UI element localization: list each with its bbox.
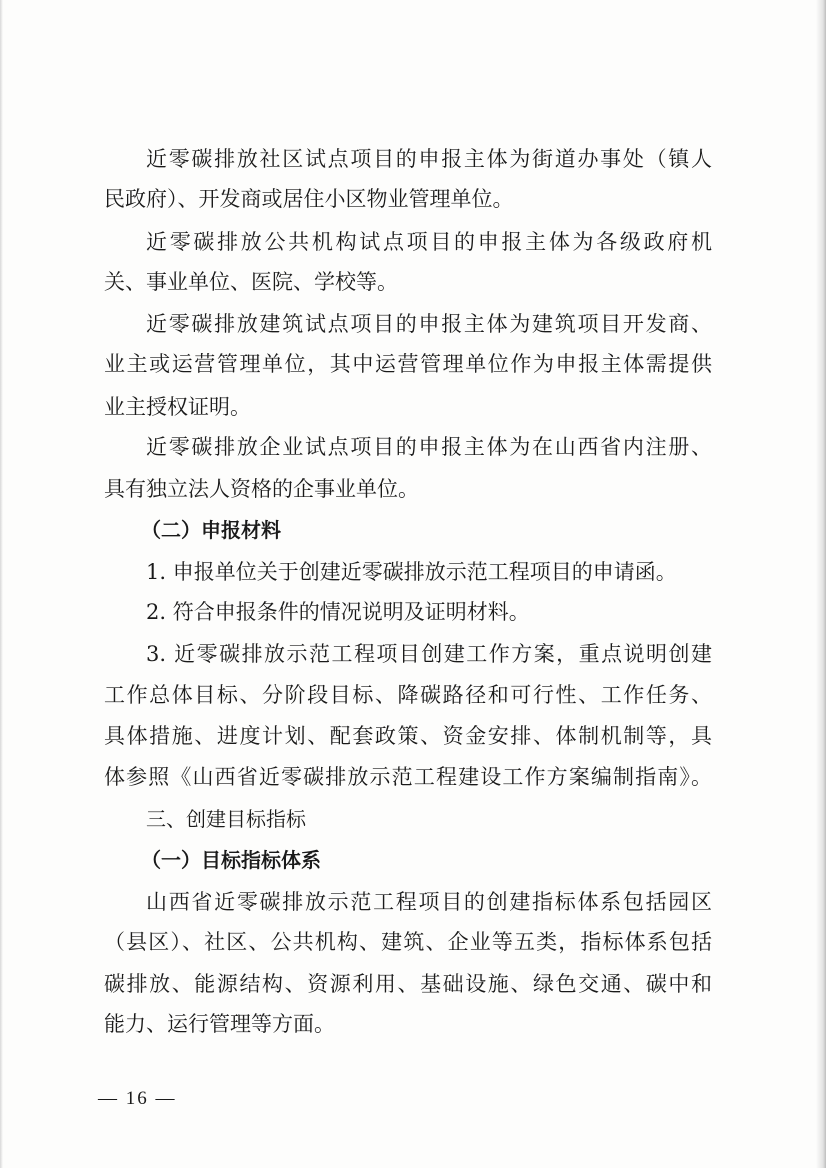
paragraph-line: 具有独立法人资格的企事业单位。 (104, 477, 419, 501)
page-number: — 16 — (98, 1088, 177, 1109)
paragraph-line: 民政府）、开发商或居住小区物业管理单位。 (104, 187, 514, 211)
paragraph-line: 具体措施、进度计划、配套政策、资金安排、体制机制等，具 (104, 724, 712, 748)
chapter-heading: 三、创建目标指标 (146, 807, 306, 831)
page-right-edge (816, 0, 826, 1168)
paragraph-line: 关、事业单位、医院、学校等。 (104, 270, 398, 294)
paragraph-line: 近零碳排放公共机构试点项目的申报主体为各级政府机 (146, 230, 712, 254)
list-item: 3. 近零碳排放示范工程项目创建工作方案，重点说明创建 (146, 642, 712, 666)
paragraph-line: 工作总体目标、分阶段目标、降碳路径和可行性、工作任务、 (104, 683, 712, 707)
paragraph-line: 业主授权证明。 (104, 395, 251, 419)
list-item: 2. 符合申报条件的情况说明及证明材料。 (146, 600, 530, 624)
paragraph-line: 近零碳排放企业试点项目的申报主体为在山西省内注册、 (146, 435, 712, 459)
paragraph-line: 能力、运行管理等方面。 (104, 1012, 335, 1036)
section-heading: （二）申报材料 (141, 518, 281, 542)
paragraph-line: 体参照《山西省近零碳排放示范工程建设工作方案编制指南》。 (104, 765, 712, 789)
list-item: 1. 申报单位关于创建近零碳排放示范工程项目的申请函。 (146, 560, 677, 584)
paragraph-line: 山西省近零碳排放示范工程项目的创建指标体系包括园区 (146, 890, 712, 914)
paragraph-line: （县区）、社区、公共机构、建筑、企业等五类，指标体系包括 (104, 930, 712, 954)
paragraph-line: 业主或运营管理单位，其中运营管理单位作为申报主体需提供 (104, 352, 712, 376)
page-left-edge (0, 0, 3, 1168)
paragraph-line: 近零碳排放社区试点项目的申报主体为街道办事处（镇人 (146, 147, 712, 171)
paragraph-line: 碳排放、能源结构、资源利用、基础设施、绿色交通、碳中和 (104, 972, 712, 996)
paragraph-line: 近零碳排放建筑试点项目的申报主体为建筑项目开发商、 (146, 312, 712, 336)
section-heading: （一）目标指标体系 (141, 848, 321, 872)
